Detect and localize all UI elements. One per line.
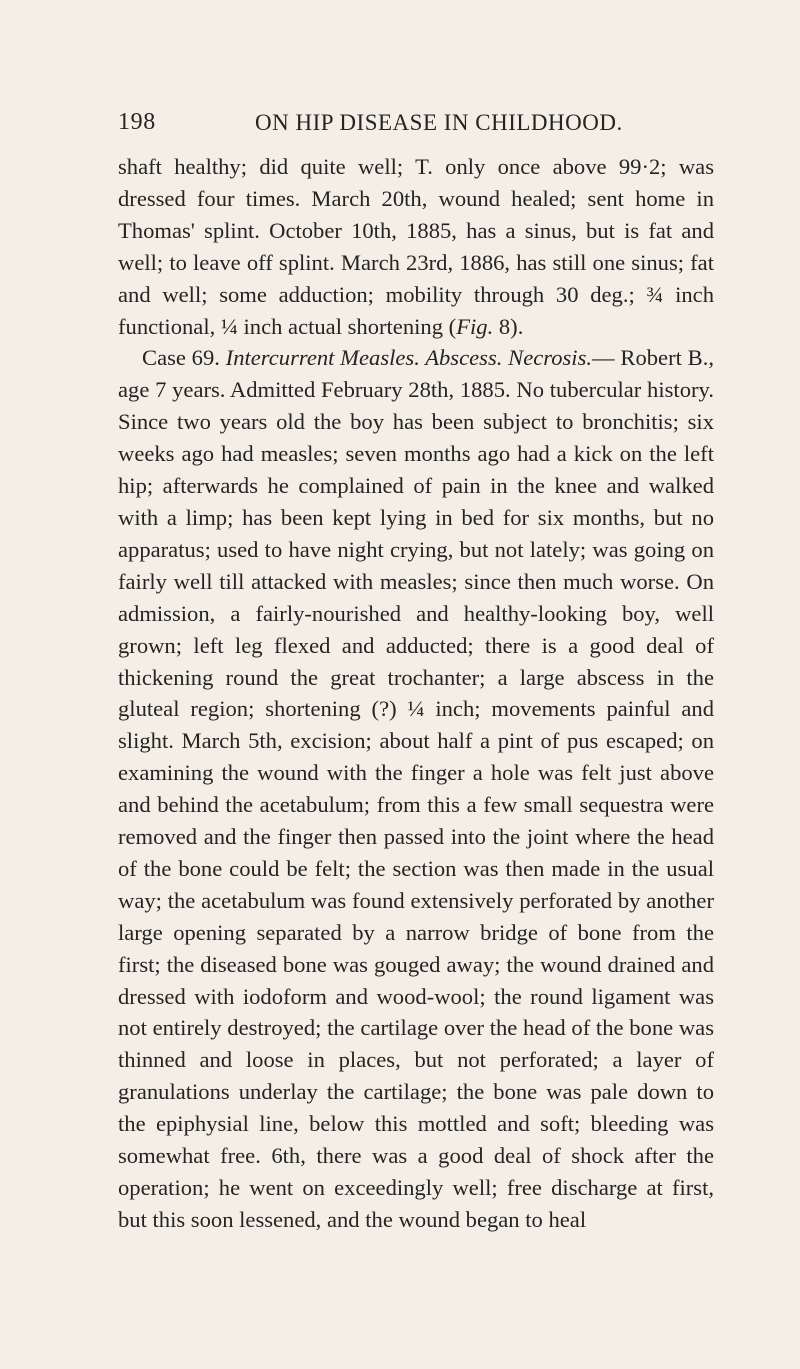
case-69-paragraph bbox=[118, 342, 714, 1235]
paragraph-continuation bbox=[118, 151, 714, 342]
paragraph-text: shaft healthy; did quite well; T. only once above 99·2; was dressed four times. March 20th, wound healed; sent home in Thomas' splint. October 10th, 1885, has a sinus, but is fat and well; to leave off splint. March 23rd, 1886, has still one sinus; fat and well; some adduction; mobility through 30 deg.; ¾ inch functional, ¼ inch actual shortening ( bbox=[118, 154, 714, 339]
page-number: 198 bbox=[118, 109, 156, 135]
case-text: — Robert B., age 7 years. Admitted February 28th, 1885. No tubercular history. Since two years old the boy has been subject to bronchitis; six weeks ago had measles; seven months ago had a kick on the left hip; afterwards he complained of pain in the knee and walked with a limp; has been kept lying in bed for six months, but no apparatus; used to have night crying, but not lately; was going on fairly well till attacked with measles; since then much worse. On admission, a fairly-nourished and healthy-looking boy, well grown; left leg flexed and adducted; there is a good deal of thickening round the great trochanter; a large abscess in the gluteal region; shortening (?) ¼ inch; movements painful and slight. March 5th, excision; about half a pint of pus escaped; on examining the wound with the finger a hole was felt just above and behind the acetabulum; from this a few small sequestra were removed and the finger then passed into the joint where the head of the bone could be felt; the section was then made in the usual way; the acetabulum was found extensively perforated by another large opening separated by a narrow bridge of bone from the first; the diseased bone was gouged away; the wound drained and dressed with iodoform and wood-wool; the round ligament was not entirely destroyed; the cartilage over the head of the bone was thinned and loose in places, but not perforated; a layer of granulations underlay the cartilage; the bone was pale down to the epiphysial line, below this mottled and soft; bleeding was somewhat free. 6th, there was a good deal of shock after the operation; he went on exceedingly well; free discharge at first, but this soon lessened, and the wound began to heal bbox=[118, 345, 714, 1232]
running-title: ON HIP DISEASE IN CHILDHOOD. bbox=[255, 110, 623, 135]
case-label: Case 69. bbox=[142, 345, 226, 371]
figure-reference: Fig. bbox=[456, 313, 494, 339]
body-text bbox=[118, 151, 714, 1236]
page-header bbox=[118, 109, 708, 139]
paragraph-text-end: 8). bbox=[493, 313, 524, 339]
case-title: Intercurrent Measles. Abscess. Necrosis. bbox=[225, 345, 593, 371]
